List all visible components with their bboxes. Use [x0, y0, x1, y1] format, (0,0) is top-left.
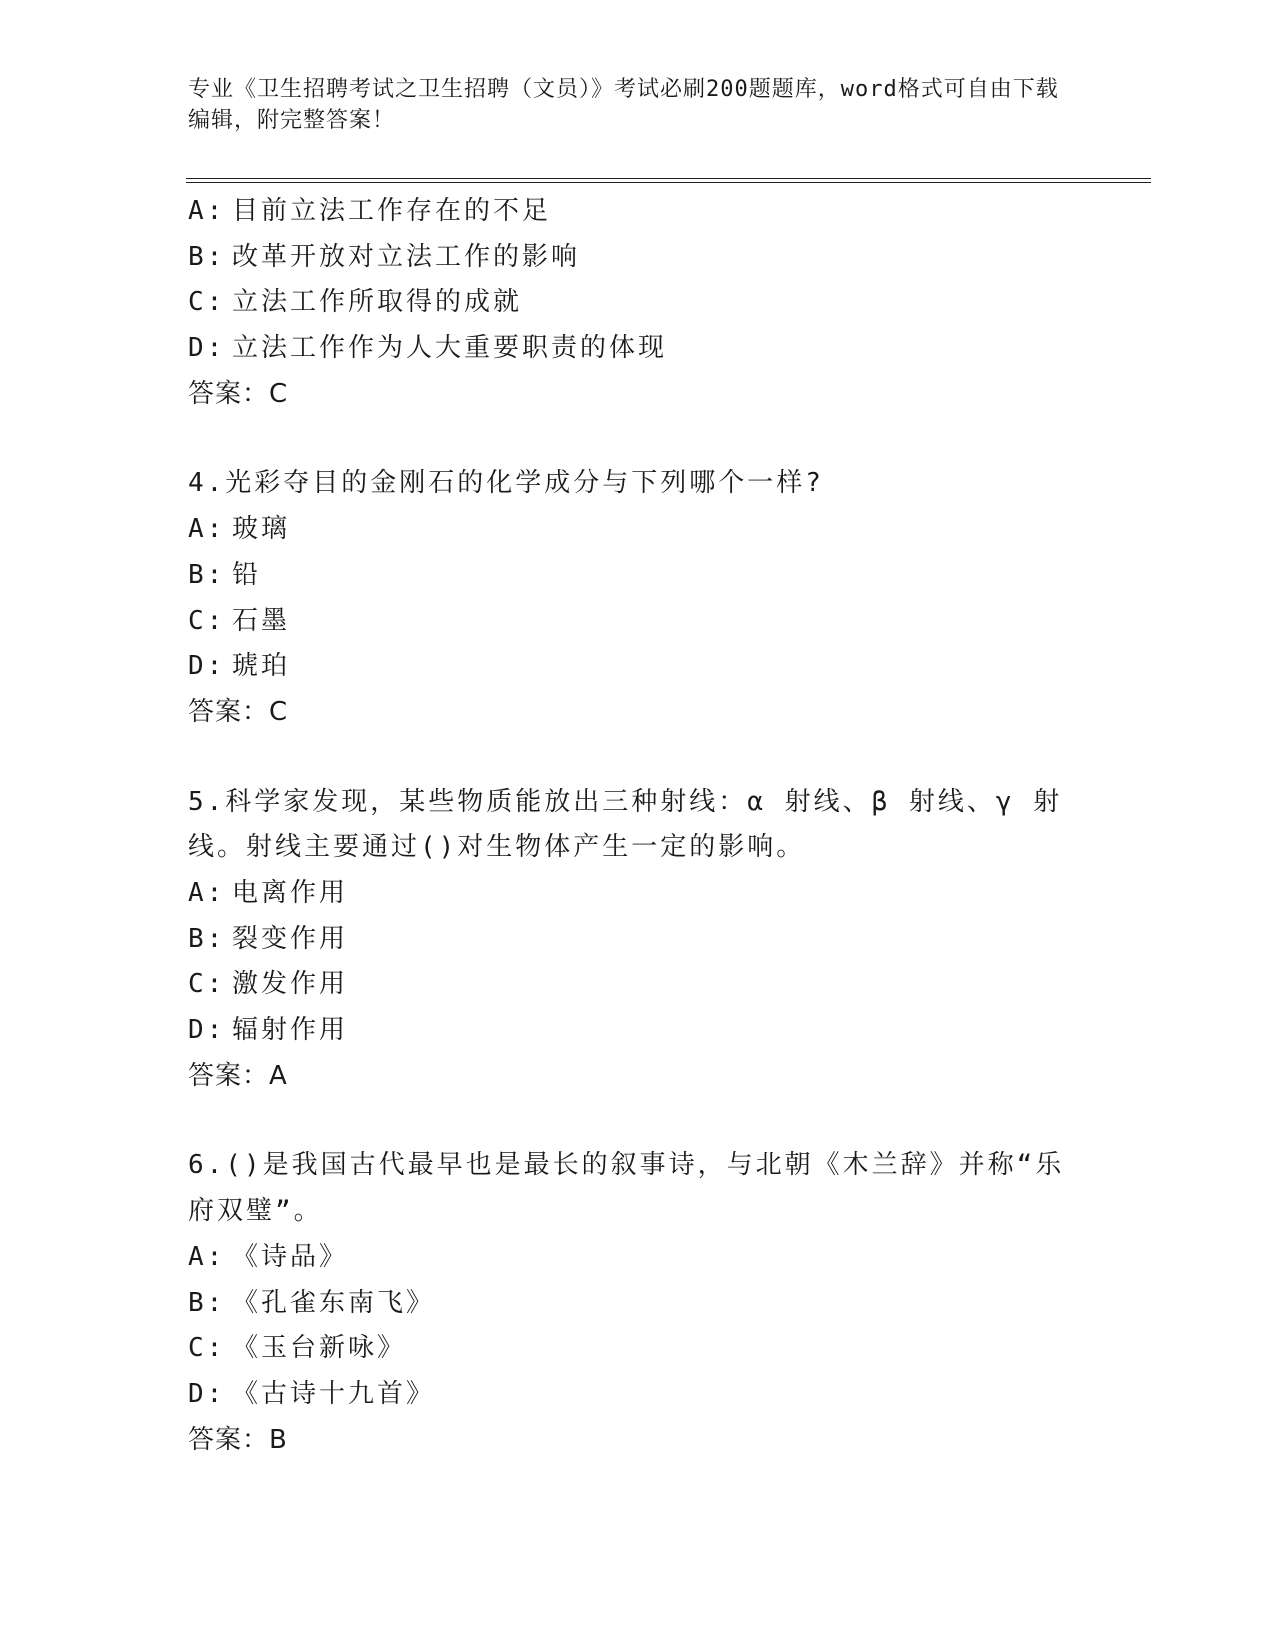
option-d [188, 326, 1088, 372]
option-c [188, 599, 1088, 645]
answer-line: 答案：C [188, 696, 289, 727]
option-text: 目前立法工作存在的不足 [232, 196, 552, 226]
option-prefix: C: [188, 287, 226, 318]
option-prefix: D: [188, 1378, 226, 1409]
option-prefix: C: [188, 1333, 226, 1364]
option-text: 《古诗十九首》 [232, 1378, 436, 1409]
option-a [188, 1235, 1088, 1281]
answer-line: 答案：A [188, 1060, 288, 1091]
option-d [188, 1008, 1088, 1054]
option-prefix: B: [188, 241, 226, 272]
option-b [188, 917, 1088, 963]
option-prefix: B: [188, 923, 226, 954]
option-text: 激发作用 [232, 969, 349, 1000]
option-text: 电离作用 [232, 877, 349, 908]
option-prefix: A: [188, 514, 226, 545]
option-prefix: D: [188, 333, 226, 364]
option-prefix: C: [188, 605, 226, 636]
question-list [188, 189, 1088, 1463]
option-text: 铅 [232, 559, 262, 590]
question-4 [188, 461, 1088, 735]
question-5 [188, 780, 1088, 1100]
option-prefix: D: [188, 1015, 226, 1046]
option-b [188, 235, 1088, 281]
option-text: 立法工作作为人大重要职责的体现 [232, 333, 668, 364]
option-text: 辐射作用 [232, 1015, 349, 1046]
option-b [188, 553, 1088, 599]
answer-line: 答案：C [188, 378, 289, 409]
document-header: 专业《卫生招聘考试之卫生招聘（文员）》考试必刷200题题库，word格式可自由下载编辑，附完整答案！ [188, 77, 1059, 133]
option-prefix: B: [188, 1287, 226, 1318]
option-prefix: D: [188, 651, 226, 682]
option-prefix: C: [188, 969, 226, 1000]
option-prefix: A: [188, 1241, 226, 1272]
option-a [188, 189, 1088, 235]
option-text: 玻璃 [232, 514, 291, 545]
option-text: 立法工作所取得的成就 [232, 287, 523, 318]
option-prefix: A: [188, 196, 226, 226]
option-text: 石墨 [232, 605, 291, 636]
option-c [188, 1326, 1088, 1372]
option-d [188, 1372, 1088, 1418]
question-3 [188, 189, 1088, 417]
option-d [188, 644, 1088, 690]
option-prefix: B: [188, 559, 226, 590]
header-divider-top [186, 178, 1151, 179]
header-divider-bottom [186, 182, 1151, 183]
option-text: 《孔雀东南飞》 [232, 1287, 436, 1318]
option-text: 琥珀 [232, 651, 291, 682]
option-a [188, 871, 1088, 917]
answer-line: 答案：B [188, 1424, 288, 1455]
question-stem: 5.科学家发现，某些物质能放出三种射线：α 射线、β 射线、γ 射线。射线主要通过()对生物体产生一定的影响。 [188, 786, 1063, 863]
option-text: 《诗品》 [232, 1241, 349, 1272]
question-stem: 6.()是我国古代最早也是最长的叙事诗，与北朝《木兰辞》并称“乐府双璧”。 [188, 1150, 1065, 1227]
option-c [188, 962, 1088, 1008]
option-a [188, 507, 1088, 553]
question-stem: 4.光彩夺目的金刚石的化学成分与下列哪个一样? [188, 468, 824, 499]
option-prefix: A: [188, 877, 226, 908]
option-c [188, 280, 1088, 326]
option-text: 改革开放对立法工作的影响 [232, 241, 581, 272]
option-text: 裂变作用 [232, 923, 349, 954]
option-b [188, 1281, 1088, 1327]
option-text: 《玉台新咏》 [232, 1333, 407, 1364]
question-6 [188, 1143, 1088, 1463]
